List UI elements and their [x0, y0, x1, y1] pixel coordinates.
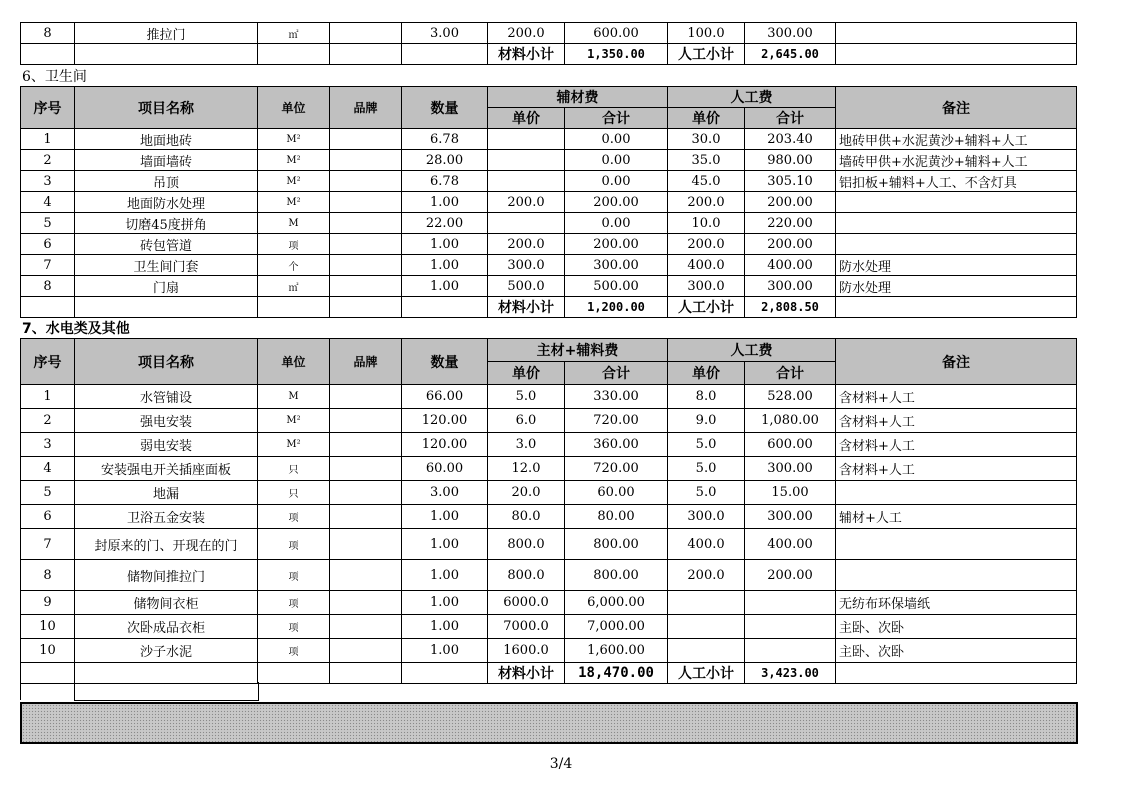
cell-brand	[330, 457, 402, 481]
cell-labor-total: 300.00	[745, 276, 836, 297]
cell-no: 5	[21, 213, 75, 234]
cell-note	[836, 192, 1077, 213]
cell-note: 铝扣板+辅料+人工、不含灯具	[836, 171, 1077, 192]
cell-unit: ㎡	[258, 23, 330, 44]
table-row	[21, 409, 1077, 433]
cell-brand	[330, 560, 402, 591]
cell-labor-total	[745, 591, 836, 615]
cell-unit: 项	[258, 591, 330, 615]
cell-qty: 1.00	[402, 192, 488, 213]
cell-labor-price: 8.0	[668, 385, 745, 409]
cell-brand	[330, 481, 402, 505]
cell-unit: M²	[258, 150, 330, 171]
cell-note	[836, 560, 1077, 591]
header-labor-price: 单价	[668, 362, 745, 385]
cell-qty: 3.00	[402, 23, 488, 44]
cell-unit: M²	[258, 433, 330, 457]
cell-name: 地漏	[75, 481, 258, 505]
section-7-table	[20, 338, 1077, 684]
cell-no: 2	[21, 409, 75, 433]
cell-no: 7	[21, 529, 75, 560]
table-row	[21, 529, 1077, 560]
cell-brand	[330, 192, 402, 213]
footer-shaded-bar	[20, 702, 1078, 744]
cell-brand	[330, 591, 402, 615]
cell-qty: 6.78	[402, 171, 488, 192]
cell-labor-price: 200.0	[668, 192, 745, 213]
material-subtotal-value: 1,350.00	[565, 44, 668, 65]
cell-note: 含材料+人工	[836, 385, 1077, 409]
cell-total: 720.00	[565, 409, 668, 433]
cell-labor-total: 300.00	[745, 505, 836, 529]
cell-brand	[330, 505, 402, 529]
cell-brand	[330, 529, 402, 560]
cell-price	[488, 171, 565, 192]
cell-price: 3.0	[488, 433, 565, 457]
material-subtotal-value: 1,200.00	[565, 297, 668, 318]
cell-total: 200.00	[565, 234, 668, 255]
cell-note: 含材料+人工	[836, 409, 1077, 433]
cell-name: 地面地砖	[75, 129, 258, 150]
header-material-total: 合计	[565, 362, 668, 385]
cell-price: 800.0	[488, 560, 565, 591]
header-labor-group: 人工费	[668, 87, 836, 108]
cell-brand	[330, 615, 402, 639]
cell-price: 12.0	[488, 457, 565, 481]
cell-brand	[330, 171, 402, 192]
header-qty: 数量	[402, 339, 488, 385]
cell-qty: 1.00	[402, 615, 488, 639]
cell-note	[836, 481, 1077, 505]
cell-no: 6	[21, 234, 75, 255]
cell-note: 防水处理	[836, 255, 1077, 276]
header-name: 项目名称	[75, 339, 258, 385]
table-row	[21, 615, 1077, 639]
cell-note: 墙砖甲供+水泥黄沙+辅料+人工	[836, 150, 1077, 171]
cell-price: 6.0	[488, 409, 565, 433]
cell-unit: 项	[258, 639, 330, 663]
cell-labor-total: 600.00	[745, 433, 836, 457]
cell-no: 10	[21, 639, 75, 663]
cell-no: 8	[21, 276, 75, 297]
cell-brand	[330, 385, 402, 409]
cell-labor-price: 5.0	[668, 457, 745, 481]
cell-qty: 6.78	[402, 129, 488, 150]
cell-name: 储物间衣柜	[75, 591, 258, 615]
table-header-row	[21, 339, 1077, 362]
cell-price: 200.0	[488, 192, 565, 213]
section-7-body	[21, 385, 1077, 663]
cell-note: 辅材+人工	[836, 505, 1077, 529]
header-brand: 品牌	[330, 87, 402, 129]
cell-note	[836, 23, 1077, 44]
cell-unit: 只	[258, 457, 330, 481]
cell-total: 300.00	[565, 255, 668, 276]
cell-unit: M²	[258, 409, 330, 433]
table-row	[21, 23, 1077, 44]
header-name: 项目名称	[75, 87, 258, 129]
cell-brand	[330, 129, 402, 150]
cell-aux-total: 600.00	[565, 23, 668, 44]
cell-labor-price: 200.0	[668, 560, 745, 591]
cell-qty: 1.00	[402, 234, 488, 255]
cell-price: 5.0	[488, 385, 565, 409]
material-subtotal-label: 材料小计	[488, 663, 565, 684]
cell-no: 9	[21, 591, 75, 615]
cell-name: 安装强电开关插座面板	[75, 457, 258, 481]
cell-no: 2	[21, 150, 75, 171]
cell-labor-total: 200.00	[745, 560, 836, 591]
cell-total: 200.00	[565, 192, 668, 213]
header-no: 序号	[21, 87, 75, 129]
cell-unit: 项	[258, 615, 330, 639]
cell-note: 主卧、次卧	[836, 639, 1077, 663]
cell-name: 砖包管道	[75, 234, 258, 255]
cell-unit: M²	[258, 192, 330, 213]
cell-name: 沙子水泥	[75, 639, 258, 663]
table-row	[21, 560, 1077, 591]
cell-labor-price: 30.0	[668, 129, 745, 150]
header-aux-total: 合计	[565, 108, 668, 129]
cell-unit: 项	[258, 234, 330, 255]
cell-name: 门扇	[75, 276, 258, 297]
cell-brand	[330, 23, 402, 44]
header-labor-total: 合计	[745, 362, 836, 385]
cell-labor-price	[668, 639, 745, 663]
labor-subtotal-label: 人工小计	[668, 297, 745, 318]
cell-note	[836, 529, 1077, 560]
section-6-body	[21, 129, 1077, 297]
cell-name: 地面防水处理	[75, 192, 258, 213]
cell-no: 4	[21, 192, 75, 213]
cell-labor-price: 45.0	[668, 171, 745, 192]
cell-price: 7000.0	[488, 615, 565, 639]
header-qty: 数量	[402, 87, 488, 129]
subtotal-row	[21, 44, 1077, 65]
cell-name: 封原来的门、开现在的门	[75, 529, 258, 560]
cell-qty: 120.00	[402, 409, 488, 433]
cell-note: 含材料+人工	[836, 457, 1077, 481]
cell-name: 推拉门	[75, 23, 258, 44]
header-material-group: 主材+辅料费	[488, 339, 668, 362]
cell-brand	[330, 433, 402, 457]
table-row	[21, 481, 1077, 505]
cell-name: 水管铺设	[75, 385, 258, 409]
cell-name: 卫浴五金安装	[75, 505, 258, 529]
cell-labor-total: 1,080.00	[745, 409, 836, 433]
material-subtotal-value: 18,470.00	[565, 663, 668, 684]
cell-brand	[330, 276, 402, 297]
cell-unit: ㎡	[258, 276, 330, 297]
cell-name: 吊顶	[75, 171, 258, 192]
cell-total: 500.00	[565, 276, 668, 297]
cell-no: 5	[21, 481, 75, 505]
cell-total: 800.00	[565, 560, 668, 591]
table-row	[21, 234, 1077, 255]
labor-subtotal-value: 2,645.00	[745, 44, 836, 65]
cell-unit: 项	[258, 560, 330, 591]
cell-labor-total: 203.40	[745, 129, 836, 150]
cell-note: 无纺布环保墙纸	[836, 591, 1077, 615]
header-labor-total: 合计	[745, 108, 836, 129]
cell-labor-total: 305.10	[745, 171, 836, 192]
cell-brand	[330, 150, 402, 171]
cell-total: 330.00	[565, 385, 668, 409]
cell-price	[488, 213, 565, 234]
cell-unit: M	[258, 213, 330, 234]
cell-no: 1	[21, 385, 75, 409]
cell-price: 800.0	[488, 529, 565, 560]
cell-price: 300.0	[488, 255, 565, 276]
cell-brand	[330, 639, 402, 663]
cell-aux-price: 200.0	[488, 23, 565, 44]
cell-price: 6000.0	[488, 591, 565, 615]
cell-labor-price: 9.0	[668, 409, 745, 433]
cell-total: 0.00	[565, 171, 668, 192]
cell-qty: 1.00	[402, 529, 488, 560]
header-labor-price: 单价	[668, 108, 745, 129]
cell-note: 地砖甲供+水泥黄沙+辅料+人工	[836, 129, 1077, 150]
section-6-title: 6、卫生间	[22, 69, 87, 85]
cell-brand	[330, 255, 402, 276]
cell-no: 4	[21, 457, 75, 481]
cell-unit: M²	[258, 129, 330, 150]
cell-qty: 3.00	[402, 481, 488, 505]
cell-qty: 28.00	[402, 150, 488, 171]
table-row	[21, 505, 1077, 529]
cell-price	[488, 150, 565, 171]
cell-price: 200.0	[488, 234, 565, 255]
cell-labor-price	[668, 615, 745, 639]
cell-name: 次卧成品衣柜	[75, 615, 258, 639]
cell-name: 切磨45度拼角	[75, 213, 258, 234]
section-7-title: 7、水电类及其他	[22, 321, 130, 337]
cell-qty: 1.00	[402, 255, 488, 276]
table-row	[21, 591, 1077, 615]
cell-labor-price: 35.0	[668, 150, 745, 171]
table-row	[21, 171, 1077, 192]
cell-total: 720.00	[565, 457, 668, 481]
cell-price	[488, 129, 565, 150]
table-row	[21, 192, 1077, 213]
cell-price: 80.0	[488, 505, 565, 529]
page-number: 3/4	[549, 756, 573, 772]
cell-total: 360.00	[565, 433, 668, 457]
table-row	[21, 457, 1077, 481]
cell-no: 1	[21, 129, 75, 150]
table-row	[21, 129, 1077, 150]
cell-total: 80.00	[565, 505, 668, 529]
cell-labor-total: 528.00	[745, 385, 836, 409]
cell-labor-price: 5.0	[668, 481, 745, 505]
cell-labor-total: 15.00	[745, 481, 836, 505]
cell-total: 6,000.00	[565, 591, 668, 615]
cell-labor-price: 200.0	[668, 234, 745, 255]
cell-qty: 1.00	[402, 505, 488, 529]
cell-unit: 只	[258, 481, 330, 505]
table-row	[21, 276, 1077, 297]
cell-note: 防水处理	[836, 276, 1077, 297]
subtotal-row	[21, 663, 1077, 684]
cell-note: 主卧、次卧	[836, 615, 1077, 639]
header-labor-group: 人工费	[668, 339, 836, 362]
cell-name: 强电安装	[75, 409, 258, 433]
header-note: 备注	[836, 339, 1077, 385]
cell-labor-price: 400.0	[668, 529, 745, 560]
cell-price: 500.0	[488, 276, 565, 297]
cell-qty: 1.00	[402, 560, 488, 591]
material-subtotal-label: 材料小计	[488, 297, 565, 318]
cell-no: 6	[21, 505, 75, 529]
cell-labor-total: 400.00	[745, 255, 836, 276]
trailing-empty-cell	[20, 682, 75, 700]
cell-brand	[330, 213, 402, 234]
cell-total: 60.00	[565, 481, 668, 505]
table-row	[21, 433, 1077, 457]
cell-unit: M	[258, 385, 330, 409]
cell-name: 卫生间门套	[75, 255, 258, 276]
cell-labor-price: 5.0	[668, 433, 745, 457]
material-subtotal-label: 材料小计	[488, 44, 565, 65]
cell-total: 0.00	[565, 213, 668, 234]
cell-qty: 1.00	[402, 591, 488, 615]
cell-qty: 1.00	[402, 639, 488, 663]
header-aux-price: 单价	[488, 108, 565, 129]
header-material-price: 单价	[488, 362, 565, 385]
cell-labor-total: 220.00	[745, 213, 836, 234]
cell-labor-total: 200.00	[745, 234, 836, 255]
cell-qty: 22.00	[402, 213, 488, 234]
prev-section-table	[20, 22, 1077, 65]
cell-no: 3	[21, 171, 75, 192]
cell-total: 7,000.00	[565, 615, 668, 639]
cell-qty: 120.00	[402, 433, 488, 457]
cell-unit: 个	[258, 255, 330, 276]
subtotal-row	[21, 297, 1077, 318]
cell-brand	[330, 234, 402, 255]
cell-labor-price: 10.0	[668, 213, 745, 234]
cell-labor-total	[745, 639, 836, 663]
cell-unit: 项	[258, 529, 330, 560]
cell-no: 8	[21, 23, 75, 44]
cell-qty: 1.00	[402, 276, 488, 297]
cell-price: 1600.0	[488, 639, 565, 663]
cell-labor-price	[668, 591, 745, 615]
header-unit: 单位	[258, 339, 330, 385]
table-row	[21, 213, 1077, 234]
cell-qty: 60.00	[402, 457, 488, 481]
cell-note	[836, 234, 1077, 255]
cell-labor-price: 300.0	[668, 505, 745, 529]
cell-name: 墙面墙砖	[75, 150, 258, 171]
cell-labor-total: 980.00	[745, 150, 836, 171]
cell-unit: M²	[258, 171, 330, 192]
cell-labor-price: 100.0	[668, 23, 745, 44]
cell-total: 800.00	[565, 529, 668, 560]
labor-subtotal-label: 人工小计	[668, 44, 745, 65]
trailing-empty-cell	[74, 682, 259, 701]
cell-name: 储物间推拉门	[75, 560, 258, 591]
labor-subtotal-value: 3,423.00	[745, 663, 836, 684]
cell-no: 3	[21, 433, 75, 457]
cell-brand	[330, 409, 402, 433]
cell-labor-price: 400.0	[668, 255, 745, 276]
table-row	[21, 639, 1077, 663]
labor-subtotal-value: 2,808.50	[745, 297, 836, 318]
cell-qty: 66.00	[402, 385, 488, 409]
cell-labor-total: 300.00	[745, 457, 836, 481]
cell-labor-total: 300.00	[745, 23, 836, 44]
cell-labor-total	[745, 615, 836, 639]
cell-no: 7	[21, 255, 75, 276]
labor-subtotal-label: 人工小计	[668, 663, 745, 684]
cell-note	[836, 213, 1077, 234]
cell-total: 0.00	[565, 150, 668, 171]
cell-unit: 项	[258, 505, 330, 529]
cell-no: 8	[21, 560, 75, 591]
cell-no: 10	[21, 615, 75, 639]
cell-note: 含材料+人工	[836, 433, 1077, 457]
header-no: 序号	[21, 339, 75, 385]
cell-total: 0.00	[565, 129, 668, 150]
header-note: 备注	[836, 87, 1077, 129]
cell-name: 弱电安装	[75, 433, 258, 457]
section-6-table	[20, 86, 1077, 318]
cell-total: 1,600.00	[565, 639, 668, 663]
header-unit: 单位	[258, 87, 330, 129]
cell-labor-price: 300.0	[668, 276, 745, 297]
cell-labor-total: 200.00	[745, 192, 836, 213]
table-header-row	[21, 87, 1077, 108]
cell-labor-total: 400.00	[745, 529, 836, 560]
table-row	[21, 255, 1077, 276]
header-aux-group: 辅材费	[488, 87, 668, 108]
table-row	[21, 385, 1077, 409]
cell-price: 20.0	[488, 481, 565, 505]
header-brand: 品牌	[330, 339, 402, 385]
table-row	[21, 150, 1077, 171]
